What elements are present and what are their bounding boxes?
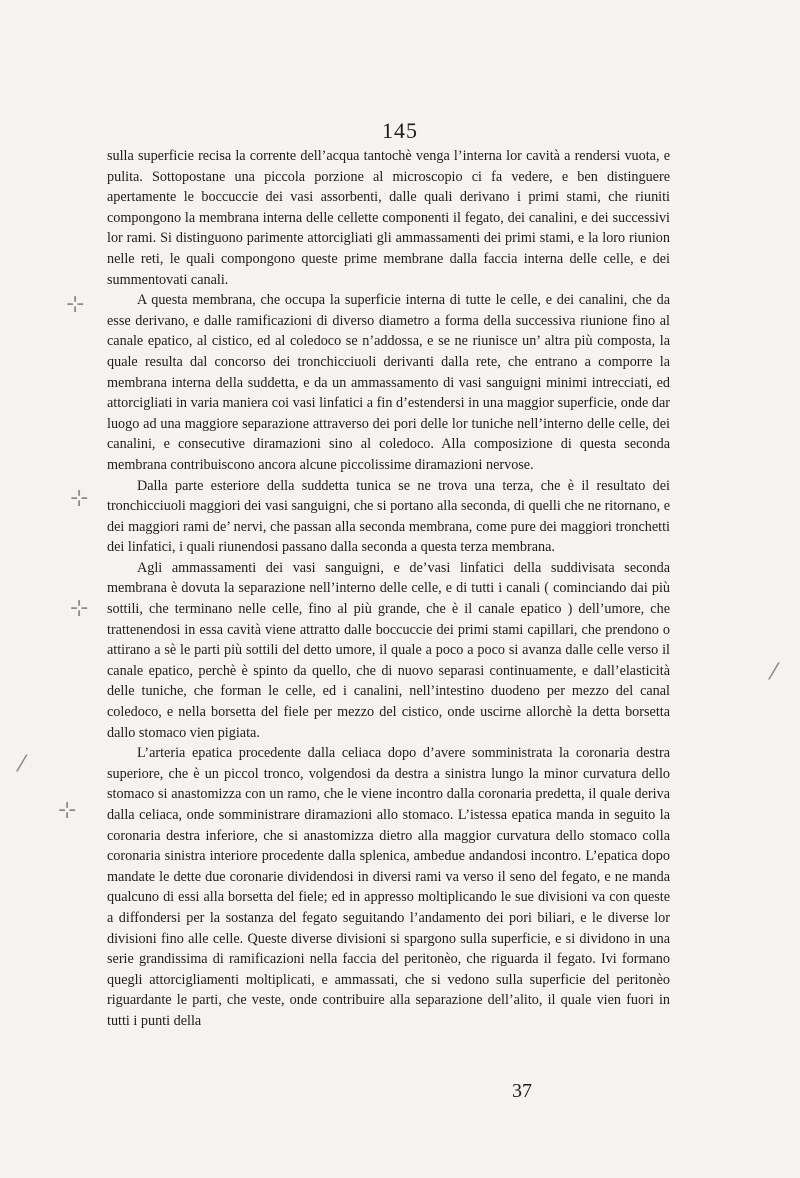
signature-mark: 37 [512,1080,532,1102]
margin-cross-mark: ⊹ [66,292,85,317]
page-number: 145 [382,118,418,143]
paragraph-4: Agli ammassamenti dei vasi sanguigni, e de’vasi linfatici della suddivisata seconda membrana è dovuta la separazione nell’interno delle celle, e di tutti i canali ( cominciando dai più sottili, che terminano nelle celle, fino al più grande, che è il canale epatico ) dell’umore, che trattenendosi in essa cavità viene attratto dalle boccuccie dei primi stami capillari, che prendono o attirano a sè le parti più sottili del detto umore, il quale a poco a poco si avanza dalle celle verso il canale epatico, perchè è spinto da quello, che di nuovo separasi continuamente, e dall’elasticità delle tuniche, che forman le celle, ed i canalini, nell’intestino duodeno per mezzo del canal coledoco, e nella borsetta del fiele per mezzo del cistico, onde uscirne allorchè la detta borsetta dallo stomaco vien pigiata. [107,559,670,741]
margin-cross-mark: ⊹ [70,486,89,511]
margin-tick-mark: ⁄ [20,752,24,777]
body-text [107,146,670,1032]
margin-cross-mark: ⊹ [70,596,89,621]
paragraph-5: L’arteria epatica procedente dalla celiaca dopo d’avere somministrata la coronaria destra superiore, che è un piccol tronco, volgendosi da destra a sinistra lungo la minor curvatura dello stomaco si anastomizza con un ramo, che le viene incontro dalla coronaria predetta, il quale deriva dalla celiaca, onde somministrare diramazioni allo stomaco. L’istessa epatica manda in seguito la coronaria destra inferiore, che si anastomizza dietro alla maggior curvatura dello stomaco colla coronaria sinistra interiore procedente dalla splenica, ambedue andandosi incontro. L’epatica dopo mandate le dette due coronarie dividendosi in diversi rami va verso il seno del fegato, e ne manda qualcuno di essi alla borsetta del fiele; ed in appresso moltiplicando le sue divisioni va con queste a diffondersi per la sostanza del fegato seguitando l’andamento dei pori biliari, e le diverse lor divisioni fino alle celle. Queste diverse divisioni si spargono sulla superficie, e si dividono in una serie grandissima di ramificazioni nella faccia del peritonèo, che riguarda il fegato. Ivi formano quegli attorcigliamenti moltiplicati, e ammassati, che si vedono sulla superficie del peritonèo riguardante le parti, che veste, onde contribuire alla separazione dell’alito, il quale vien fuori in tutti i punti della [107,745,670,1029]
paragraph-2: A questa membrana, che occupa la superficie interna di tutte le celle, e dei canalini, che da esse derivano, e dalle ramificazioni di diverso diametro a forma della successiva riunione fino al canale epatico, al cistico, ed al coledoco se n’addossa, e se ne riunisce un’ altra più composta, la quale resulta dal concorso dei tronchicciuoli derivanti dalla rete, che entrano a comporre la membrana interna della suddetta, e da un ammassamento di vasi sanguigni minimi intrecciati, ed attorcigliati in varia maniera coi vasi linfatici a fin d’estendersi in una maggior superficie, onde dar luogo ad una maggiore separazione attraverso dei pori delle lor tuniche nell’interno delle celle, dei canalini, e consecutive diramazioni sino al coledoco. Alla composizione di questa seconda membrana contribuiscono ancora alcune piccolissime diramazioni nervose. [107,292,670,473]
margin-tick-mark: ⁄ [772,660,776,685]
paragraph-3: Dalla parte esteriore della suddetta tunica se ne trova una terza, che è il resultato dei tronchicciuoli maggiori dei vasi sanguigni, che si portano alla seconda, di quelli che ne ritornano, e dei maggiori rami de’ nervi, che passan alla seconda membrana, come pure dei maggiori tronchetti dei linfatici, i quali riunendosi passano dalla seconda a questa terza membrana. [107,477,670,556]
margin-cross-mark: ⊹ [58,798,77,823]
paragraph-1: sulla superficie recisa la corrente dell’acqua tantochè venga l’interna lor cavità a rendersi vuota, e pulita. Sottopostane una piccola porzione al microscopio ci fa vedere, e ben distinguere apertamente le boccuccie dei vasi assorbenti, dalle quali derivano i primi stami, che riuniti compongono la membrana interna delle cellette componenti il fegato, dei canalini, e dei successivi lor rami. Si distinguono parimente attorcigliati gli ammassamenti dei primi stami, e la loro riunion nelle reti, le quali compongono queste prime membrane dalla faccia interna delle celle, e dei summentovati canali. [107,148,670,288]
